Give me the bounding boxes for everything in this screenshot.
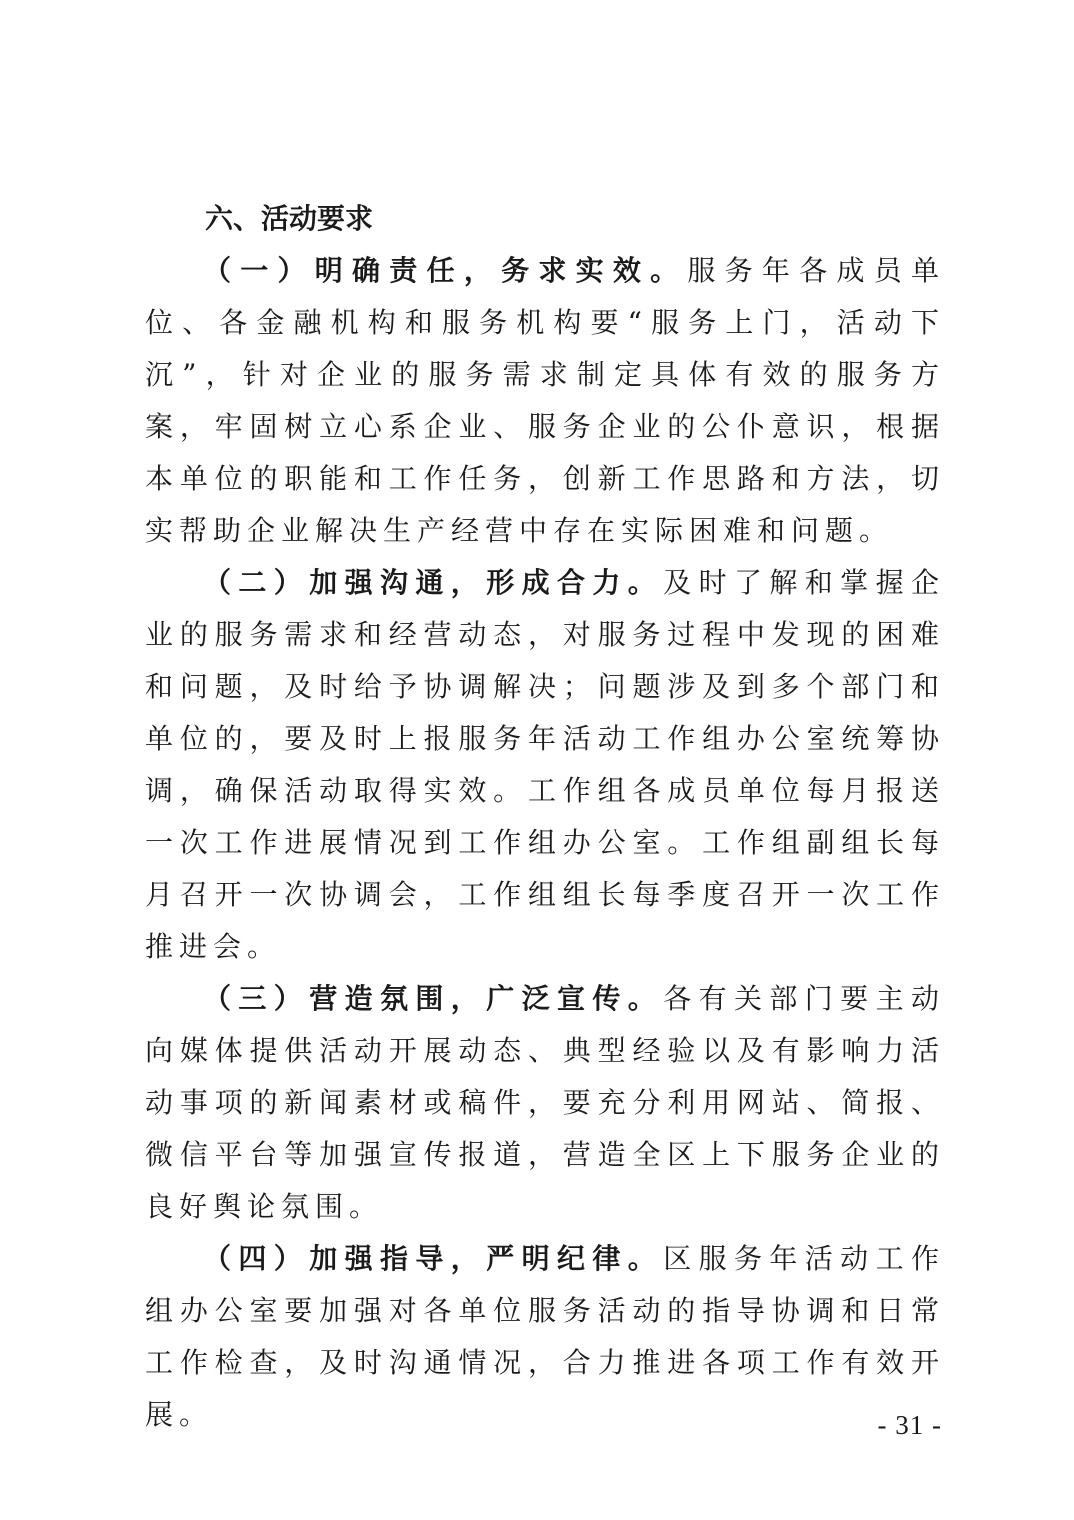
paragraph-1 <box>145 245 945 557</box>
paragraph-2-text: 及时了解和掌握企业的服务需求和经营动态，对服务过程中发现的困难和问题，及时给予协调解决；问题涉及到多个部门和单位的，要及时上报服务年活动工作组办公室统筹协调，确保活动取得实效。工作组各成员单位每月报送一次工作进展情况到工作组办公室。工作组副组长每月召开一次协调会，工作组组长每季度召开一次工作推进会。 <box>145 566 945 963</box>
section-heading: 六、活动要求 <box>205 202 374 235</box>
page-number: - 31 - <box>877 1410 942 1440</box>
paragraph-4 <box>145 1233 945 1441</box>
paragraph-4-text: 区服务年活动工作组办公室要加强对各单位服务活动的指导协调和日常工作检查，及时沟通情况，合力推进各项工作有效开展。 <box>145 1242 945 1431</box>
document-body <box>145 193 945 1441</box>
paragraph-3-text: 各有关部门要主动向媒体提供活动开展动态、典型经验以及有影响力活动事项的新闻素材或稿件，要充分利用网站、简报、微信平台等加强宣传报道，营造全区上下服务企业的良好舆论氛围。 <box>145 982 945 1223</box>
paragraph-2-lead: （二）加强沟通，形成合力。 <box>203 566 664 599</box>
paragraph-1-text: 服务年各成员单位、各金融机构和服务机构要“服务上门，活动下沉”，针对企业的服务需求制定具体有效的服务方案，牢固树立心系企业、服务企业的公仆意识，根据本单位的职能和工作任务，创新工作思路和方法，切实帮助企业解决生产经营中存在实际困难和问题。 <box>145 254 945 547</box>
paragraph-1-lead: （一）明确责任，务求实效。 <box>203 254 688 287</box>
paragraph-4-lead: （四）加强指导，严明纪律。 <box>203 1242 664 1275</box>
paragraph-2 <box>145 557 945 973</box>
paragraph-3 <box>145 973 945 1233</box>
paragraph-3-lead: （三）营造氛围，广泛宣传。 <box>203 982 664 1015</box>
